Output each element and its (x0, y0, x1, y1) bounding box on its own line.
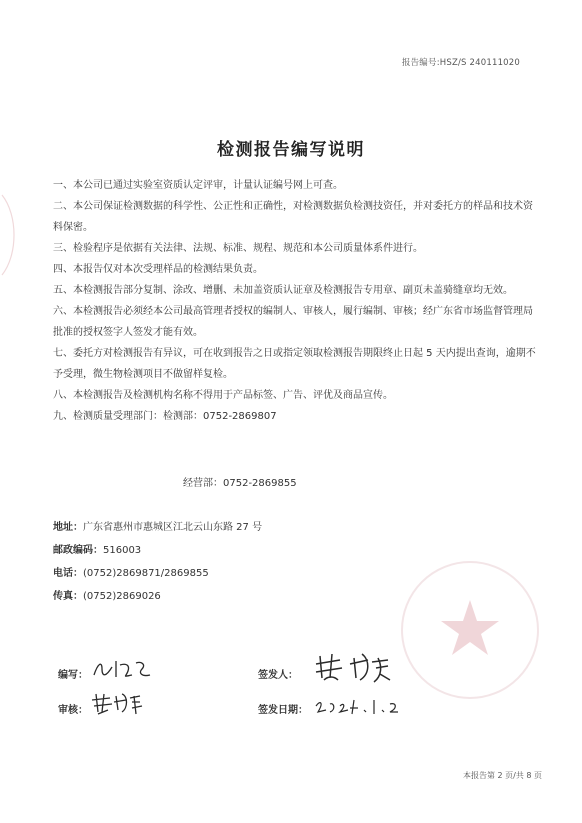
address-line (53, 516, 262, 539)
issue-date-handwriting (312, 694, 402, 720)
instruction-list (53, 175, 538, 427)
address-label: 地址： (53, 522, 83, 533)
phone-value: (0752)2869871/2869855 (83, 568, 209, 579)
instruction-item: 六、本检测报告必须经本公司最高管理者授权的编制人、审核人，履行编制、审核；经广东省市场监督管理局批准的授权签字人签发才能有效。 (53, 306, 533, 338)
instruction-item: 七、委托方对检测报告有异议，可在收到报告之日或指定领取检测报告期限终止日起 5 天内提出查询，逾期不予受理，微生物检测项目不做留样复检。 (53, 348, 536, 380)
issuer-signature (310, 650, 395, 684)
instruction-item: 九、检测质量受理部门：检测部：0752-2869807 (53, 411, 277, 422)
instruction-item: 二、本公司保证检测数据的科学性、公正性和正确性，对检测数据负检测技资任，并对委托方的样品和技术资料保密。 (53, 201, 533, 233)
fax-label: 传真： (53, 591, 83, 602)
page-title: 检测报告编写说明 (217, 140, 365, 160)
postcode-label: 邮政编码： (53, 545, 103, 556)
contact-block (53, 516, 262, 608)
compiler-label: 编写： (58, 670, 88, 681)
phone-label: 电话： (53, 568, 83, 579)
fax-value: (0752)2869026 (83, 591, 161, 602)
postcode-value: 516003 (103, 545, 142, 556)
compiler-signature (88, 655, 158, 683)
page-counter: 本报告第 2 页/共 8 页 (462, 771, 542, 780)
report-number: 报告编号:HSZ/S 240111020 (401, 58, 520, 68)
instruction-item: 三、检验程序是依据有关法律、法规、标准、规程、规范和本公司质量体系件进行。 (53, 243, 423, 254)
instruction-item: 一、本公司已通过实验室资质认定评审，计量认证编号网上可查。 (53, 180, 343, 191)
instruction-item: 五、本检测报告部分复制、涂改、增删、未加盖资质认证章及检测报告专用章、副页未盖骑缝章均无效。 (53, 285, 513, 296)
seal-stamp-left (0, 190, 30, 280)
address-value: 广东省惠州市惠城区江北云山东路 27 号 (83, 522, 263, 533)
sales-dept-contact: 经营部：0752-2869855 (183, 478, 297, 489)
issue-date-label: 签发日期： (258, 705, 308, 716)
issuer-label: 签发人： (258, 670, 298, 681)
seal-stamp-right (395, 555, 545, 705)
phone-line (53, 562, 262, 585)
instruction-item: 八、本检测报告及检测机构名称不得用于产品标签、广告、评优及商品宣传。 (53, 390, 393, 401)
instruction-item: 四、本报告仅对本次受理样品的检测结果负责。 (53, 264, 263, 275)
postcode-line (53, 539, 262, 562)
reviewer-signature (88, 688, 148, 718)
fax-line (53, 585, 262, 608)
reviewer-label: 审核： (58, 705, 88, 716)
